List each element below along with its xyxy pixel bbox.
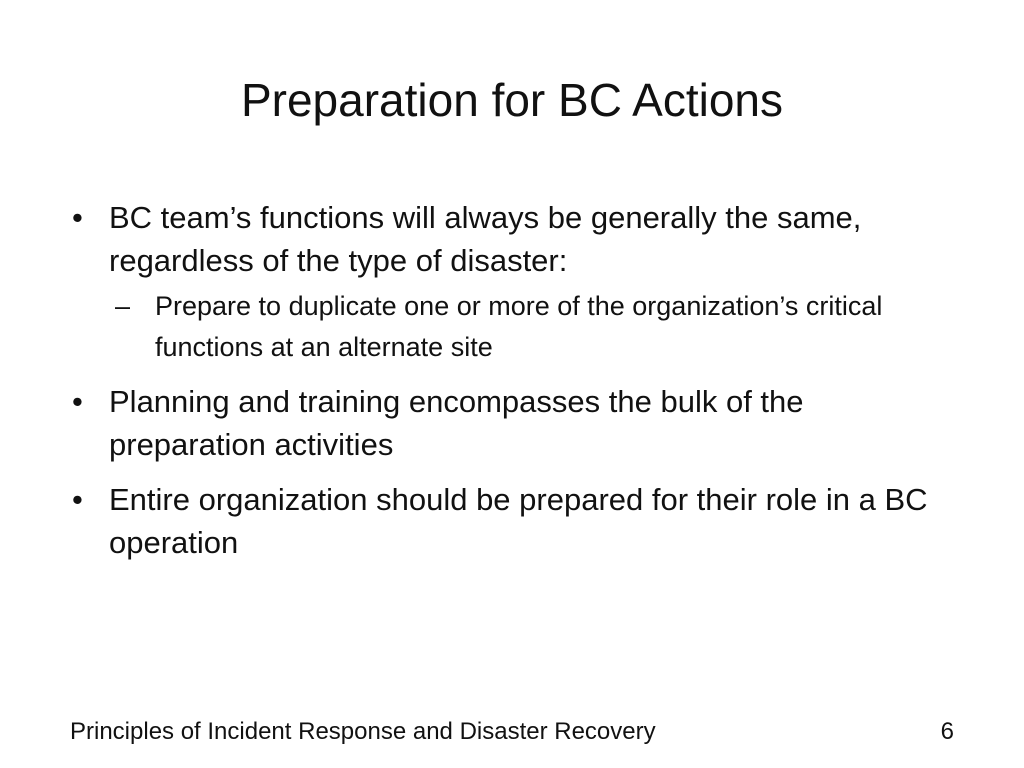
bullet-marker: • [72, 384, 83, 419]
sub-bullet-item [109, 286, 966, 368]
bullet-item [66, 380, 966, 466]
bullet-list [66, 196, 966, 576]
bullet-item [66, 196, 966, 368]
footer-course-title: Principles of Incident Response and Disaster Recovery [70, 718, 656, 745]
sub-bullet-text: Prepare to duplicate one or more of the organization’s critical functions at an alternate site [155, 291, 883, 362]
sub-bullet-marker: – [115, 291, 131, 321]
bullet-text: Planning and training encompasses the bulk of the preparation activities [109, 384, 804, 462]
sub-bullet-list [109, 286, 966, 368]
bullet-marker: • [72, 200, 83, 235]
bullet-text: Entire organization should be prepared for their role in a BC operation [109, 482, 928, 560]
bullet-item [66, 478, 966, 564]
bullet-text: BC team’s functions will always be generally the same, regardless of the type of disaster: [109, 200, 862, 278]
bullet-marker: • [72, 482, 83, 517]
slide-title: Preparation for BC Actions [240, 74, 784, 126]
page-number: 6 [940, 718, 954, 745]
